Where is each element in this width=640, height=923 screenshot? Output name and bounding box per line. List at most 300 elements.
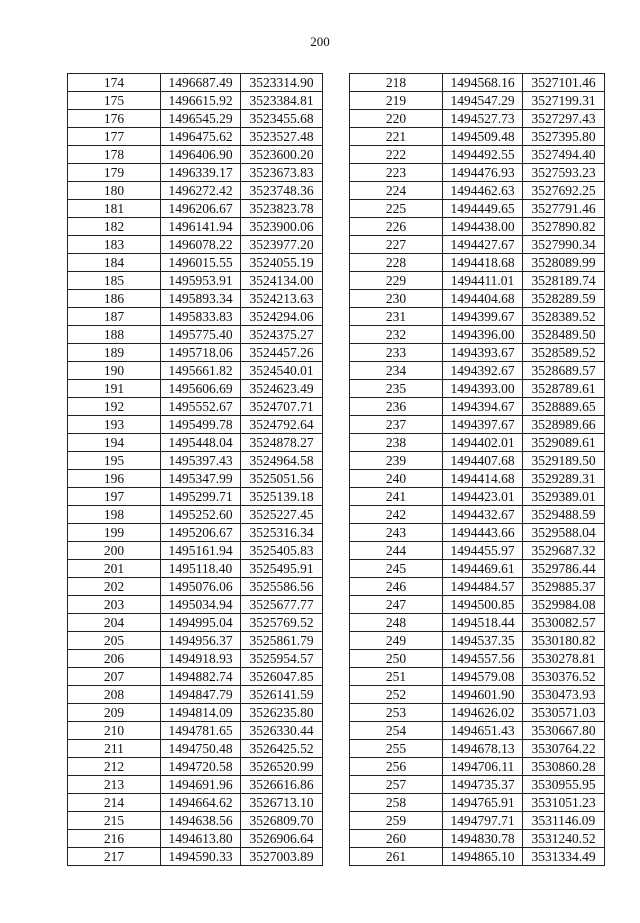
y-coordinate-cell: 3524707.71 <box>241 398 323 416</box>
table-row <box>68 218 323 236</box>
x-coordinate-cell: 1494527.73 <box>443 110 523 128</box>
x-coordinate-cell: 1495893.34 <box>161 290 241 308</box>
x-coordinate-cell: 1496545.29 <box>161 110 241 128</box>
point-number-cell: 250 <box>350 650 443 668</box>
y-coordinate-cell: 3524134.00 <box>241 272 323 290</box>
x-coordinate-cell: 1494847.79 <box>161 686 241 704</box>
y-coordinate-cell: 3527990.34 <box>523 236 605 254</box>
x-coordinate-cell: 1494396.00 <box>443 326 523 344</box>
table-row <box>68 650 323 668</box>
y-coordinate-cell: 3529488.59 <box>523 506 605 524</box>
x-coordinate-cell: 1494918.93 <box>161 650 241 668</box>
x-coordinate-cell: 1494393.00 <box>443 380 523 398</box>
y-coordinate-cell: 3524294.06 <box>241 308 323 326</box>
y-coordinate-cell: 3524878.27 <box>241 434 323 452</box>
point-number-cell: 198 <box>68 506 161 524</box>
y-coordinate-cell: 3530667.80 <box>523 722 605 740</box>
point-number-cell: 257 <box>350 776 443 794</box>
point-number-cell: 240 <box>350 470 443 488</box>
x-coordinate-cell: 1495448.04 <box>161 434 241 452</box>
table-row <box>68 290 323 308</box>
point-number-cell: 202 <box>68 578 161 596</box>
point-number-cell: 260 <box>350 830 443 848</box>
point-number-cell: 177 <box>68 128 161 146</box>
y-coordinate-cell: 3523748.36 <box>241 182 323 200</box>
y-coordinate-cell: 3525139.18 <box>241 488 323 506</box>
table-row <box>68 812 323 830</box>
point-number-cell: 188 <box>68 326 161 344</box>
table-row <box>68 686 323 704</box>
x-coordinate-cell: 1496615.92 <box>161 92 241 110</box>
x-coordinate-cell: 1495397.43 <box>161 452 241 470</box>
table-row <box>350 614 605 632</box>
y-coordinate-cell: 3526616.86 <box>241 776 323 794</box>
point-number-cell: 181 <box>68 200 161 218</box>
y-coordinate-cell: 3527494.40 <box>523 146 605 164</box>
point-number-cell: 219 <box>350 92 443 110</box>
table-row <box>350 272 605 290</box>
point-number-cell: 258 <box>350 794 443 812</box>
table-row <box>68 182 323 200</box>
x-coordinate-cell: 1495076.06 <box>161 578 241 596</box>
x-coordinate-cell: 1494557.56 <box>443 650 523 668</box>
x-coordinate-cell: 1494443.66 <box>443 524 523 542</box>
point-number-cell: 210 <box>68 722 161 740</box>
y-coordinate-cell: 3529687.32 <box>523 542 605 560</box>
table-row <box>68 398 323 416</box>
y-coordinate-cell: 3530376.52 <box>523 668 605 686</box>
table-row <box>350 560 605 578</box>
table-row <box>350 92 605 110</box>
y-coordinate-cell: 3527890.82 <box>523 218 605 236</box>
point-number-cell: 211 <box>68 740 161 758</box>
point-number-cell: 252 <box>350 686 443 704</box>
x-coordinate-cell: 1495833.83 <box>161 308 241 326</box>
y-coordinate-cell: 3526047.85 <box>241 668 323 686</box>
point-number-cell: 245 <box>350 560 443 578</box>
y-coordinate-cell: 3530180.82 <box>523 632 605 650</box>
y-coordinate-cell: 3526906.64 <box>241 830 323 848</box>
table-row <box>68 74 323 92</box>
point-number-cell: 220 <box>350 110 443 128</box>
y-coordinate-cell: 3525954.57 <box>241 650 323 668</box>
point-number-cell: 205 <box>68 632 161 650</box>
point-number-cell: 185 <box>68 272 161 290</box>
y-coordinate-cell: 3527101.46 <box>523 74 605 92</box>
x-coordinate-cell: 1494393.67 <box>443 344 523 362</box>
x-coordinate-cell: 1495206.67 <box>161 524 241 542</box>
point-number-cell: 201 <box>68 560 161 578</box>
y-coordinate-cell: 3527593.23 <box>523 164 605 182</box>
table-row <box>68 668 323 686</box>
x-coordinate-cell: 1496141.94 <box>161 218 241 236</box>
x-coordinate-cell: 1494469.61 <box>443 560 523 578</box>
point-number-cell: 187 <box>68 308 161 326</box>
x-coordinate-cell: 1494484.57 <box>443 578 523 596</box>
table-row <box>350 434 605 452</box>
y-coordinate-cell: 3523527.48 <box>241 128 323 146</box>
table-row <box>68 146 323 164</box>
point-number-cell: 226 <box>350 218 443 236</box>
y-coordinate-cell: 3530278.81 <box>523 650 605 668</box>
point-number-cell: 238 <box>350 434 443 452</box>
point-number-cell: 178 <box>68 146 161 164</box>
x-coordinate-cell: 1494394.67 <box>443 398 523 416</box>
table-row <box>68 164 323 182</box>
table-row <box>68 632 323 650</box>
point-number-cell: 212 <box>68 758 161 776</box>
table-row <box>68 434 323 452</box>
table-row <box>68 506 323 524</box>
y-coordinate-cell: 3527692.25 <box>523 182 605 200</box>
point-number-cell: 197 <box>68 488 161 506</box>
point-number-cell: 239 <box>350 452 443 470</box>
x-coordinate-cell: 1494449.65 <box>443 200 523 218</box>
table-row <box>350 470 605 488</box>
table-row <box>68 326 323 344</box>
y-coordinate-cell: 3523900.06 <box>241 218 323 236</box>
point-number-cell: 207 <box>68 668 161 686</box>
x-coordinate-cell: 1494765.91 <box>443 794 523 812</box>
table-row <box>68 470 323 488</box>
table-row <box>350 254 605 272</box>
x-coordinate-cell: 1494399.67 <box>443 308 523 326</box>
x-coordinate-cell: 1494397.67 <box>443 416 523 434</box>
y-coordinate-cell: 3531240.52 <box>523 830 605 848</box>
table-row <box>350 812 605 830</box>
table-row <box>350 218 605 236</box>
point-number-cell: 208 <box>68 686 161 704</box>
y-coordinate-cell: 3529984.08 <box>523 596 605 614</box>
table-row <box>350 110 605 128</box>
x-coordinate-cell: 1494590.33 <box>161 848 241 866</box>
point-number-cell: 243 <box>350 524 443 542</box>
table-row <box>350 416 605 434</box>
x-coordinate-cell: 1494995.04 <box>161 614 241 632</box>
y-coordinate-cell: 3524055.19 <box>241 254 323 272</box>
x-coordinate-cell: 1495299.71 <box>161 488 241 506</box>
y-coordinate-cell: 3524375.27 <box>241 326 323 344</box>
point-number-cell: 232 <box>350 326 443 344</box>
y-coordinate-cell: 3525405.83 <box>241 542 323 560</box>
table-row <box>68 272 323 290</box>
table-row <box>350 722 605 740</box>
y-coordinate-cell: 3526141.59 <box>241 686 323 704</box>
table-row <box>68 758 323 776</box>
table-row <box>350 758 605 776</box>
x-coordinate-cell: 1496475.62 <box>161 128 241 146</box>
point-number-cell: 174 <box>68 74 161 92</box>
x-coordinate-cell: 1494691.96 <box>161 776 241 794</box>
x-coordinate-cell: 1494402.01 <box>443 434 523 452</box>
point-number-cell: 228 <box>350 254 443 272</box>
y-coordinate-cell: 3527395.80 <box>523 128 605 146</box>
table-row <box>350 236 605 254</box>
table-row <box>350 164 605 182</box>
point-number-cell: 247 <box>350 596 443 614</box>
y-coordinate-cell: 3526235.80 <box>241 704 323 722</box>
x-coordinate-cell: 1494720.58 <box>161 758 241 776</box>
y-coordinate-cell: 3523455.68 <box>241 110 323 128</box>
y-coordinate-cell: 3524540.01 <box>241 362 323 380</box>
table-row <box>350 704 605 722</box>
y-coordinate-cell: 3530473.93 <box>523 686 605 704</box>
y-coordinate-cell: 3530082.57 <box>523 614 605 632</box>
table-row <box>350 542 605 560</box>
point-number-cell: 209 <box>68 704 161 722</box>
point-number-cell: 248 <box>350 614 443 632</box>
x-coordinate-cell: 1494411.01 <box>443 272 523 290</box>
point-number-cell: 246 <box>350 578 443 596</box>
y-coordinate-cell: 3526330.44 <box>241 722 323 740</box>
point-number-cell: 230 <box>350 290 443 308</box>
y-coordinate-cell: 3530955.95 <box>523 776 605 794</box>
point-number-cell: 192 <box>68 398 161 416</box>
point-number-cell: 237 <box>350 416 443 434</box>
table-row <box>68 848 323 866</box>
x-coordinate-cell: 1495718.06 <box>161 344 241 362</box>
point-number-cell: 231 <box>350 308 443 326</box>
table-row <box>68 560 323 578</box>
page-number: 200 <box>310 34 330 49</box>
y-coordinate-cell: 3529588.04 <box>523 524 605 542</box>
x-coordinate-cell: 1495775.40 <box>161 326 241 344</box>
y-coordinate-cell: 3529786.44 <box>523 560 605 578</box>
x-coordinate-cell: 1494706.11 <box>443 758 523 776</box>
x-coordinate-cell: 1494509.48 <box>443 128 523 146</box>
y-coordinate-cell: 3523673.83 <box>241 164 323 182</box>
table-row <box>350 344 605 362</box>
y-coordinate-cell: 3529389.01 <box>523 488 605 506</box>
x-coordinate-cell: 1494492.55 <box>443 146 523 164</box>
y-coordinate-cell: 3530764.22 <box>523 740 605 758</box>
y-coordinate-cell: 3528689.57 <box>523 362 605 380</box>
x-coordinate-cell: 1494500.85 <box>443 596 523 614</box>
table-row <box>350 686 605 704</box>
x-coordinate-cell: 1495252.60 <box>161 506 241 524</box>
table-row <box>350 146 605 164</box>
table-row <box>350 830 605 848</box>
table-row <box>350 650 605 668</box>
y-coordinate-cell: 3529189.50 <box>523 452 605 470</box>
x-coordinate-cell: 1494438.00 <box>443 218 523 236</box>
table-row <box>68 128 323 146</box>
x-coordinate-cell: 1494664.62 <box>161 794 241 812</box>
x-coordinate-cell: 1495347.99 <box>161 470 241 488</box>
table-row <box>350 668 605 686</box>
table-row <box>350 452 605 470</box>
table-row <box>350 776 605 794</box>
point-number-cell: 190 <box>68 362 161 380</box>
point-number-cell: 199 <box>68 524 161 542</box>
y-coordinate-cell: 3528489.50 <box>523 326 605 344</box>
y-coordinate-cell: 3523314.90 <box>241 74 323 92</box>
y-coordinate-cell: 3525051.56 <box>241 470 323 488</box>
table-body <box>350 74 605 866</box>
point-number-cell: 235 <box>350 380 443 398</box>
table-row <box>350 74 605 92</box>
point-number-cell: 176 <box>68 110 161 128</box>
y-coordinate-cell: 3528989.66 <box>523 416 605 434</box>
point-number-cell: 255 <box>350 740 443 758</box>
x-coordinate-cell: 1494476.93 <box>443 164 523 182</box>
table-row <box>68 488 323 506</box>
x-coordinate-cell: 1495161.94 <box>161 542 241 560</box>
x-coordinate-cell: 1494882.74 <box>161 668 241 686</box>
point-number-cell: 206 <box>68 650 161 668</box>
y-coordinate-cell: 3527003.89 <box>241 848 323 866</box>
point-number-cell: 182 <box>68 218 161 236</box>
x-coordinate-cell: 1496015.55 <box>161 254 241 272</box>
table-row <box>350 524 605 542</box>
point-number-cell: 256 <box>350 758 443 776</box>
table-row <box>68 416 323 434</box>
x-coordinate-cell: 1495034.94 <box>161 596 241 614</box>
point-number-cell: 225 <box>350 200 443 218</box>
table-row <box>68 524 323 542</box>
y-coordinate-cell: 3525861.79 <box>241 632 323 650</box>
point-number-cell: 249 <box>350 632 443 650</box>
point-number-cell: 179 <box>68 164 161 182</box>
x-coordinate-cell: 1495606.69 <box>161 380 241 398</box>
table-row <box>68 614 323 632</box>
y-coordinate-cell: 3524457.26 <box>241 344 323 362</box>
point-number-cell: 242 <box>350 506 443 524</box>
x-coordinate-cell: 1494547.29 <box>443 92 523 110</box>
y-coordinate-cell: 3529089.61 <box>523 434 605 452</box>
x-coordinate-cell: 1496339.17 <box>161 164 241 182</box>
x-coordinate-cell: 1494518.44 <box>443 614 523 632</box>
table-row <box>68 452 323 470</box>
point-number-cell: 241 <box>350 488 443 506</box>
x-coordinate-cell: 1496078.22 <box>161 236 241 254</box>
x-coordinate-cell: 1494814.09 <box>161 704 241 722</box>
point-number-cell: 194 <box>68 434 161 452</box>
point-number-cell: 229 <box>350 272 443 290</box>
y-coordinate-cell: 3525586.56 <box>241 578 323 596</box>
table-row <box>350 326 605 344</box>
x-coordinate-cell: 1496406.90 <box>161 146 241 164</box>
y-coordinate-cell: 3526425.52 <box>241 740 323 758</box>
point-number-cell: 193 <box>68 416 161 434</box>
table-row <box>350 128 605 146</box>
table-body <box>68 74 323 866</box>
point-number-cell: 200 <box>68 542 161 560</box>
point-number-cell: 251 <box>350 668 443 686</box>
point-number-cell: 223 <box>350 164 443 182</box>
table-row <box>350 578 605 596</box>
y-coordinate-cell: 3529885.37 <box>523 578 605 596</box>
point-number-cell: 227 <box>350 236 443 254</box>
point-number-cell: 189 <box>68 344 161 362</box>
point-number-cell: 233 <box>350 344 443 362</box>
table-row <box>350 182 605 200</box>
table-row <box>68 110 323 128</box>
x-coordinate-cell: 1494781.65 <box>161 722 241 740</box>
x-coordinate-cell: 1494830.78 <box>443 830 523 848</box>
x-coordinate-cell: 1494455.97 <box>443 542 523 560</box>
y-coordinate-cell: 3528589.52 <box>523 344 605 362</box>
x-coordinate-cell: 1494427.67 <box>443 236 523 254</box>
table-row <box>68 722 323 740</box>
table-row <box>68 362 323 380</box>
y-coordinate-cell: 3530571.03 <box>523 704 605 722</box>
table-row <box>350 380 605 398</box>
y-coordinate-cell: 3526713.10 <box>241 794 323 812</box>
y-coordinate-cell: 3525495.91 <box>241 560 323 578</box>
x-coordinate-cell: 1494414.68 <box>443 470 523 488</box>
table-row <box>350 794 605 812</box>
table-row <box>68 596 323 614</box>
table-row <box>350 632 605 650</box>
y-coordinate-cell: 3523977.20 <box>241 236 323 254</box>
table-row <box>68 200 323 218</box>
x-coordinate-cell: 1494601.90 <box>443 686 523 704</box>
table-row <box>350 308 605 326</box>
x-coordinate-cell: 1494638.56 <box>161 812 241 830</box>
point-number-cell: 180 <box>68 182 161 200</box>
y-coordinate-cell: 3527791.46 <box>523 200 605 218</box>
x-coordinate-cell: 1496206.67 <box>161 200 241 218</box>
y-coordinate-cell: 3528889.65 <box>523 398 605 416</box>
table-row <box>68 542 323 560</box>
point-number-cell: 204 <box>68 614 161 632</box>
table-row <box>68 236 323 254</box>
y-coordinate-cell: 3523384.81 <box>241 92 323 110</box>
y-coordinate-cell: 3525769.52 <box>241 614 323 632</box>
x-coordinate-cell: 1494418.68 <box>443 254 523 272</box>
point-number-cell: 259 <box>350 812 443 830</box>
point-number-cell: 175 <box>68 92 161 110</box>
x-coordinate-cell: 1496272.42 <box>161 182 241 200</box>
point-number-cell: 186 <box>68 290 161 308</box>
x-coordinate-cell: 1494432.67 <box>443 506 523 524</box>
point-number-cell: 195 <box>68 452 161 470</box>
table-row <box>68 794 323 812</box>
table-row <box>68 344 323 362</box>
point-number-cell: 203 <box>68 596 161 614</box>
x-coordinate-cell: 1494651.43 <box>443 722 523 740</box>
y-coordinate-cell: 3524792.64 <box>241 416 323 434</box>
y-coordinate-cell: 3528189.74 <box>523 272 605 290</box>
y-coordinate-cell: 3525316.34 <box>241 524 323 542</box>
x-coordinate-cell: 1494462.63 <box>443 182 523 200</box>
table-row <box>68 704 323 722</box>
x-coordinate-cell: 1494797.71 <box>443 812 523 830</box>
y-coordinate-cell: 3523600.20 <box>241 146 323 164</box>
table-row <box>350 596 605 614</box>
x-coordinate-cell: 1494579.08 <box>443 668 523 686</box>
y-coordinate-cell: 3523823.78 <box>241 200 323 218</box>
point-number-cell: 254 <box>350 722 443 740</box>
table-row <box>350 506 605 524</box>
y-coordinate-cell: 3526809.70 <box>241 812 323 830</box>
y-coordinate-cell: 3530860.28 <box>523 758 605 776</box>
table-row <box>350 398 605 416</box>
x-coordinate-cell: 1494613.80 <box>161 830 241 848</box>
x-coordinate-cell: 1496687.49 <box>161 74 241 92</box>
point-number-cell: 221 <box>350 128 443 146</box>
point-number-cell: 217 <box>68 848 161 866</box>
point-number-cell: 261 <box>350 848 443 866</box>
point-number-cell: 191 <box>68 380 161 398</box>
y-coordinate-cell: 3528089.99 <box>523 254 605 272</box>
table-row <box>68 92 323 110</box>
x-coordinate-cell: 1495499.78 <box>161 416 241 434</box>
table-row <box>350 488 605 506</box>
point-number-cell: 213 <box>68 776 161 794</box>
table-row <box>350 290 605 308</box>
